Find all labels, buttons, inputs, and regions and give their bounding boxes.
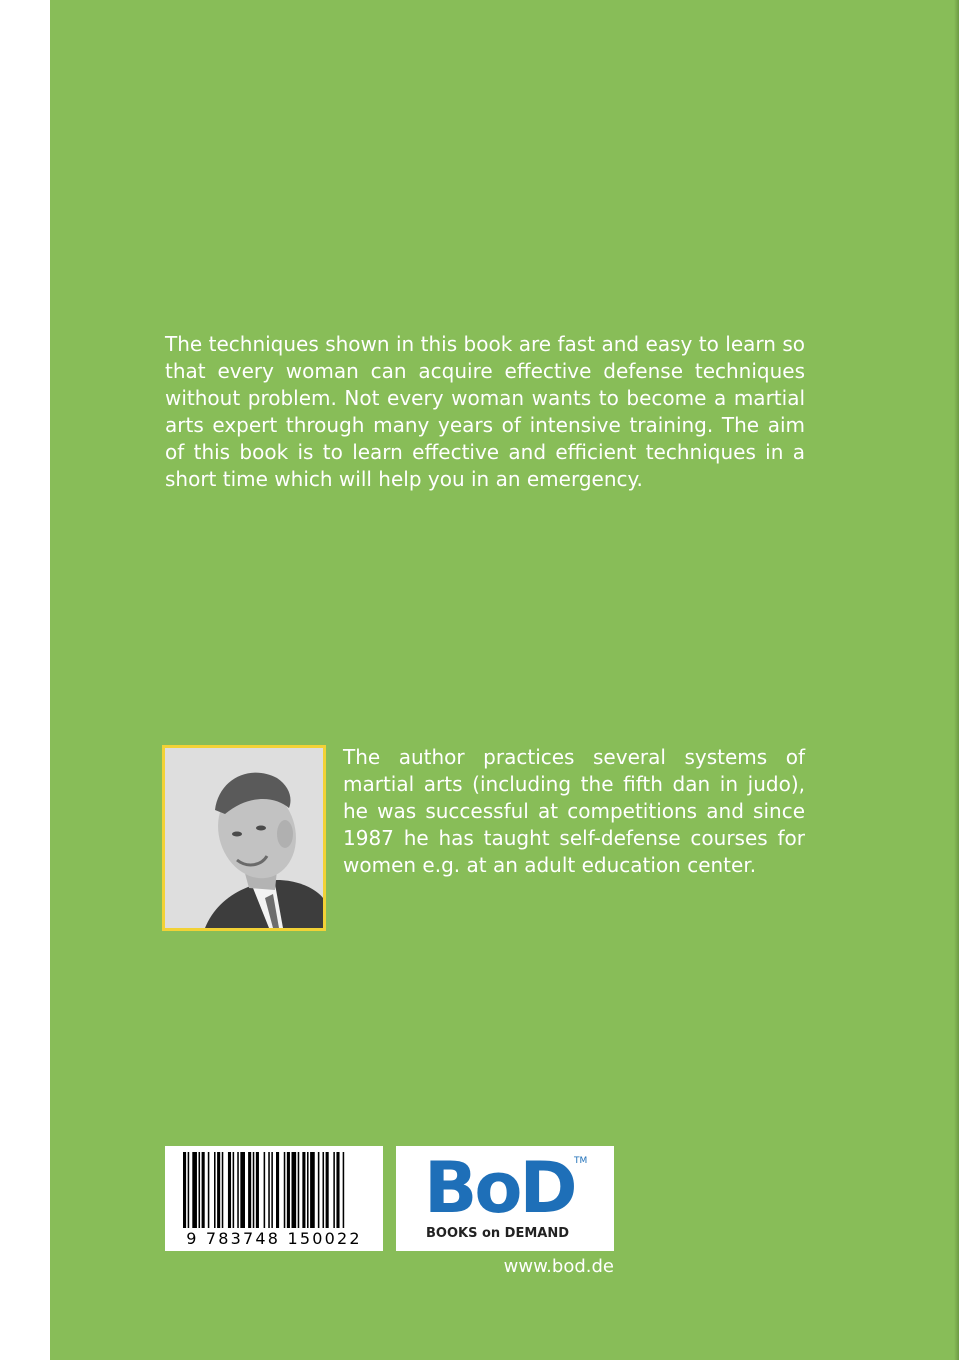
author-bio: The author practices several systems of martial arts (including the fifth dan in judo), he was successful at competitions and since 1987 he has taught self-defense courses for women e.g. at an adult education center. [343,745,805,877]
publisher-tagline: BOOKS on DEMAND [426,1226,570,1241]
isbn-number: 9 783748 150022 [186,1229,362,1248]
book-blurb: The techniques shown in this book are fast and easy to learn so that every woman can acquire effective defense techniques without problem. Not every woman wants to become a martial arts expert through many years of intensive training. The aim of this book is to learn effective and efficient techniques in a short time which will help you in an emergency. [165,332,805,491]
page-margin [0,0,50,1360]
publisher-logo [396,1146,614,1251]
author-photo [162,745,326,931]
bod-logo-mark: BoD [424,1147,575,1229]
trademark-symbol: TM [574,1156,588,1166]
isbn-barcode [165,1146,383,1251]
publisher-website: www.bod.de [503,1256,614,1277]
spine-shadow [954,0,959,1360]
